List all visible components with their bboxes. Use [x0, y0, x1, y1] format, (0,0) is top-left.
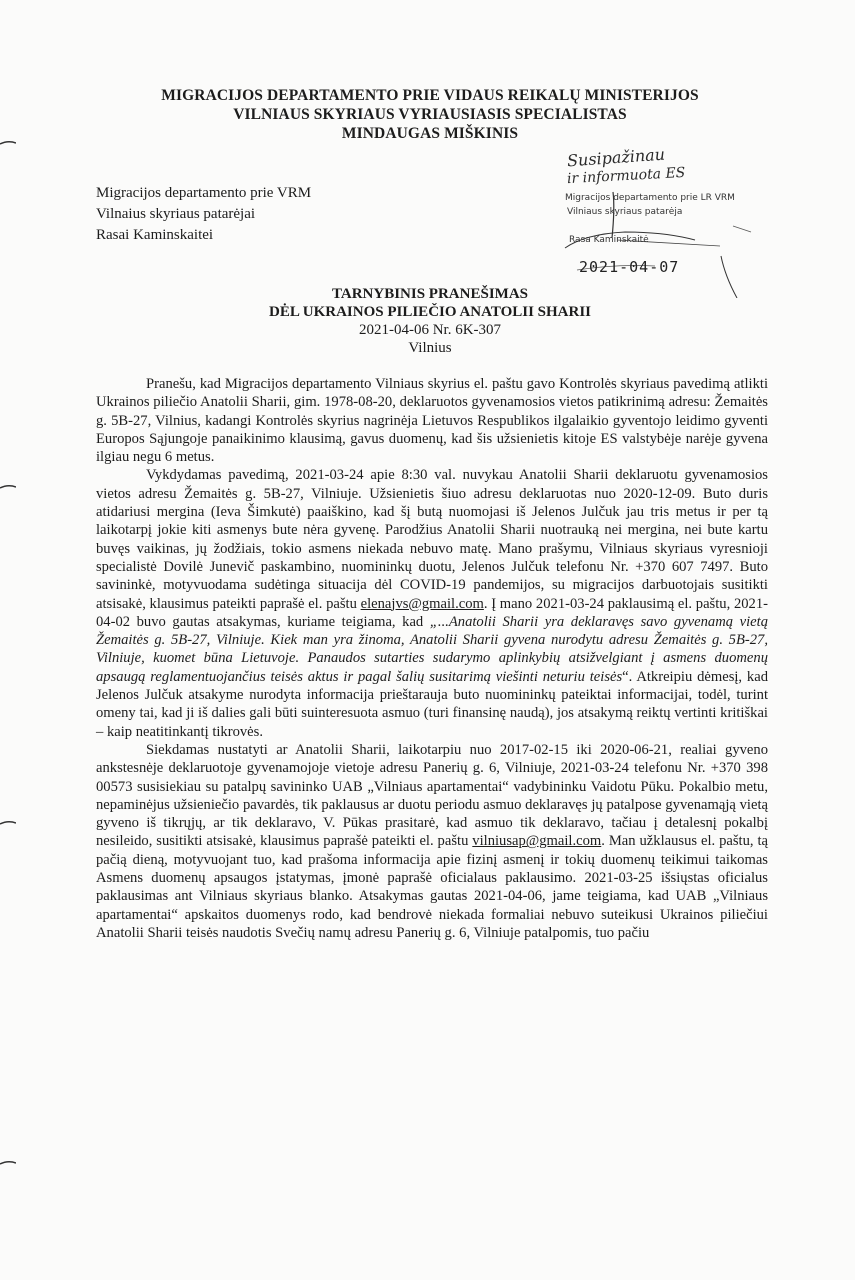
letterhead-line-3: MINDAUGAS MIŠKINIS [341, 125, 519, 142]
margin-mark [0, 820, 16, 826]
paragraph-2-part-b: . Į mano 2021-03-24 paklausimą el. paštu, 2021-04-02 buvo gautas atsakymas, kuriame teigiama, kad [96, 595, 768, 630]
stamp-line-3: Rasa Kaminskaitė [569, 235, 649, 245]
paragraph-2-part-a: Vykdydamas pavedimą, 2021-03-24 apie 8:30 val. nuvykau Anatolii Sharii deklaruotu gyvenamosios vietos adresu Žemaitės g. 5B-27, Vilniuje. Užsienietis šiuo adresu deklaruotas nuo 2020-12-09. Buto duris atidariusi mergina (Ieva Šimkutė) paaiškino, kad šį butą nuomojasi iš Jelenos Julčuk jau tris metus ir per tą laikotarpį jokie kiti asmenys bute nėra gyvenę. Parodžius Anatolii Sharii nuotrauką nei mergina, nei bute kartu buvęs vaikinas, jų žodžiais, tokio asmens niekada nebuvo matę. Mano prašymu, Vilniaus skyriaus vyresnioji specialistė Dovilė Junevič paskambino, nuomininkų duotu, Jelenos Julčuk telefonu Nr. +370 607 7497. Buto savininkė, motyvuodama sudėtinga situacija dėl COVID-19 pandemijos, su migracijos darbuotojais susitikti atsisakė, klausimus pateikti paprašė el. paštu [96, 467, 768, 612]
paragraph-3-part-a: Siekdamas nustatyti ar Anatolii Sharii, laikotarpiu nuo 2017-02-15 iki 2020-06-21, realiai gyveno ankstesnėje deklaruotoje gyvenamojoje vietoje adresu Panerių g. 6, Vilniuje, 2021-03-24 telefonu Nr. +370 398 00573 susisiekiau su patalpų savininko UAB „Vilniaus apartamentai“ vadybininku Vaidotu Pūku. Pokalbio metu, nepaminėjus užsieniečio pavardės, tik paklausus ar duotu periodu asmuo deklaravęs jų patalpose gyvenamąją vietą gyveno iš tikrųjų, ar tik deklaravo, V. Pūkas prasitarė, kad asmuo tik deklaravo, tačiau į detalesnį pokalbį nesileido, susitikti atsisakė, klausimus paprašė pateikti el. paštu [96, 741, 768, 850]
paragraph-1: Pranešu, kad Migracijos departamento Vilniaus skyrius el. paštu gavo Kontrolės skyriaus pavedimą atlikti Ukrainos piliečio Anatolii Sharii, gim. 1978-08-20, deklaruotos gyvenamosios vietos patikrinimą adresu: Žemaitės g. 5B-27, Vilnius, kadangi Kontrolės skyrius nagrinėja Lietuvos Respublikos ilgalaikio gyventojo leidimo gyventi Europos Sąjungoje panaikinimo klausimą, gavus duomenų, kad šis užsienietis kitoje ES valstybėje narėje gyvena ilgiau negu 6 metus. [96, 376, 768, 466]
stamp-handwriting-1: Susipažinau [566, 144, 666, 171]
stamp-date: 2021-04-07 [579, 258, 680, 276]
margin-mark [0, 1160, 16, 1166]
email-link-vilniusap[interactable]: vilniusap@gmail.com [472, 833, 602, 850]
paragraph-2-part-c: “. Atkreipiu dėmesį, kad Jelenos Julčuk atsakyme nurodyta informacija prieštarauja buto nuomininkų pateiktai informacijai, todėl, turint omeny tai, kad ji iš dalies gali būti suinteresuota asmuo (turi finansinę naudą), jos atsakymą reiktų vertinti kritiškai – kaip neatitinkantį tikrovės. [96, 668, 768, 740]
stamp-handwriting-2: ir informuota ES [566, 164, 686, 188]
paragraph-2-quote: „...Anatolii Sharii yra deklaravęs savo gyvenamą vietą Žemaitės g. 5B-27, Vilniuje. Kiek man yra žinoma, Anatolii Sharii gyvena nurodytu adresu Žemaitės g. 5B-27, Vilniuje, kuomet būna Lietuvoje. Panaudos sutarties sudarymo aplinkybių atsižvelgiant į asmens duomenų apsaugą reglamentuojančius teisės aktus ir pagal šalių susitarimą viešinti neturiu teisės [96, 613, 769, 685]
document-title [160, 285, 700, 357]
paragraph-3 [96, 741, 768, 942]
body-text [96, 375, 768, 942]
paragraph-2 [96, 466, 768, 740]
title-place: Vilnius [408, 340, 452, 356]
margin-mark [0, 140, 16, 146]
recipient-line-1: Migracijos departamento prie VRM [96, 185, 312, 201]
recipient-line-2: Vilnaius skyriaus patarėjai [96, 206, 256, 222]
received-stamp [555, 144, 795, 298]
paragraph-3-part-b: . Man užklausus el. paštu, tą pačią dieną, motyvuojant tuo, kad prašoma informacija apie fizinį asmenį ir tokių duomenų teikimui taikomas Asmens duomenų apsaugos įstatymas, įmonė paprašė oficialaus paklausimo. 2021-03-25 išsiųstas oficialus paklausimas ant Vilniaus skyriaus blanko. Atsakymas gautas 2021-04-06, jame teigiama, kad UAB „Vilniaus apartamentai“ apskaitos duomenys rodo, kad bendrovė niekada formaliai nebuvo suteikusi Ukrainos piliečiui Anatolii Sharii teisės naudotis Svečių namų adresu Panerių g. 6, Vilniuje patalpomis, tuo pačiu [96, 833, 768, 941]
letterhead-line-2: VILNIAUS SKYRIAUS VYRIAUSIASIS SPECIALISTAS [233, 106, 627, 123]
letterhead-line-1: MIGRACIJOS DEPARTAMENTO PRIE VIDAUS REIKALŲ MINISTERIJOS [161, 87, 699, 104]
margin-mark [0, 484, 16, 490]
title-line-2: DĖL UKRAINOS PILIEČIO ANATOLII SHARII [268, 304, 592, 320]
title-date-number: 2021-04-06 Nr. 6K-307 [358, 322, 502, 338]
recipient-block [96, 183, 311, 246]
letterhead [100, 86, 760, 143]
email-link-elenajvs[interactable]: elenajvs@gmail.com [360, 595, 484, 612]
stamp-line-2: Vilniaus skyriaus patarėja [567, 207, 683, 217]
title-line-1: TARNYBINIS PRANEŠIMAS [331, 286, 528, 302]
stamp-line-1: Migracijos departamento prie LR VRM [565, 193, 735, 203]
recipient-line-3: Rasai Kaminskaitei [96, 227, 214, 243]
